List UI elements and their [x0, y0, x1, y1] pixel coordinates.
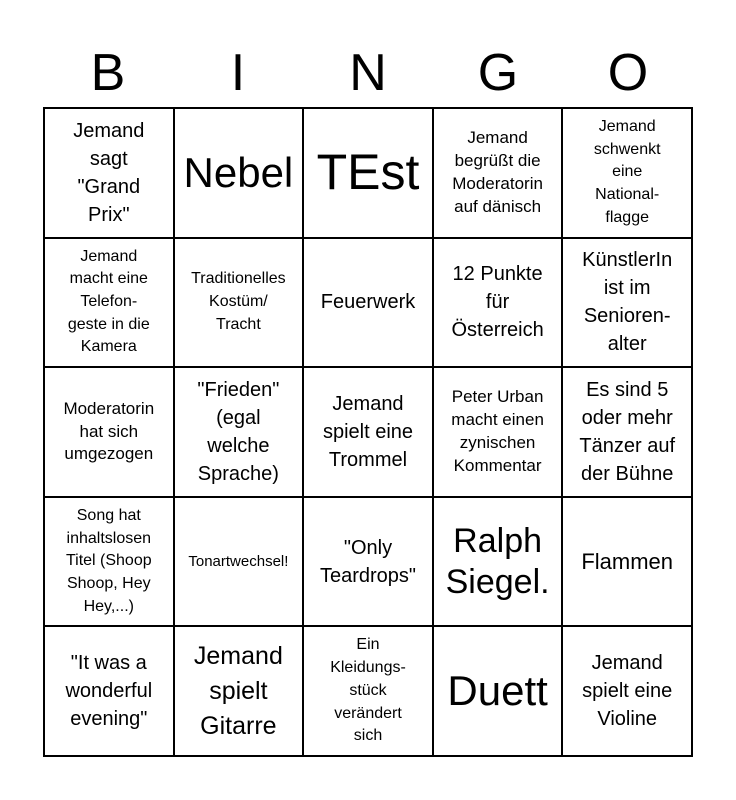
bingo-cell: Jemand schwenkt eine National- flagge: [562, 108, 692, 238]
bingo-cell: Es sind 5 oder mehr Tänzer auf der Bühne: [562, 367, 692, 497]
header-letter-g: G: [477, 44, 519, 102]
bingo-cell: Jemand begrüßt die Moderatorin auf dänisch: [433, 108, 563, 238]
bingo-cell: Tonartwechsel!: [174, 497, 304, 627]
bingo-cell: Moderatorin hat sich umgezogen: [44, 367, 174, 497]
bingo-cell: Jemand macht eine Telefon- geste in die Kamera: [44, 238, 174, 368]
bingo-cell: Jemand sagt "Grand Prix": [44, 108, 174, 238]
bingo-cell: Jemand spielt Gitarre: [174, 626, 304, 756]
header-letter-o: O: [607, 44, 649, 102]
header-letter-n: N: [349, 44, 387, 102]
header-letter-i: I: [230, 44, 246, 102]
header-letter-b: B: [90, 44, 126, 102]
bingo-cell: "Frieden" (egal welche Sprache): [174, 367, 304, 497]
bingo-cell: Jemand spielt eine Trommel: [303, 367, 433, 497]
bingo-cell: KünstlerIn ist im Senioren- alter: [562, 238, 692, 368]
bingo-cell: TEst: [303, 108, 433, 238]
bingo-cell: Duett: [433, 626, 563, 756]
bingo-cell: Ralph Siegel.: [433, 497, 563, 627]
bingo-grid: [43, 107, 693, 757]
bingo-cell: Peter Urban macht einen zynischen Kommentar: [433, 367, 563, 497]
bingo-cell: Feuerwerk: [303, 238, 433, 368]
bingo-cell: Ein Kleidungs- stück verändert sich: [303, 626, 433, 756]
bingo-cell: Traditionelles Kostüm/ Tracht: [174, 238, 304, 368]
bingo-cell: Jemand spielt eine Violine: [562, 626, 692, 756]
bingo-cell: Nebel: [174, 108, 304, 238]
bingo-cell: 12 Punkte für Österreich: [433, 238, 563, 368]
bingo-header: [43, 40, 693, 106]
bingo-cell: Song hat inhaltslosen Titel (Shoop Shoop, Hey Hey,...): [44, 497, 174, 627]
bingo-cell: "Only Teardrops": [303, 497, 433, 627]
bingo-cell: Flammen: [562, 497, 692, 627]
bingo-cell: "It was a wonderful evening": [44, 626, 174, 756]
